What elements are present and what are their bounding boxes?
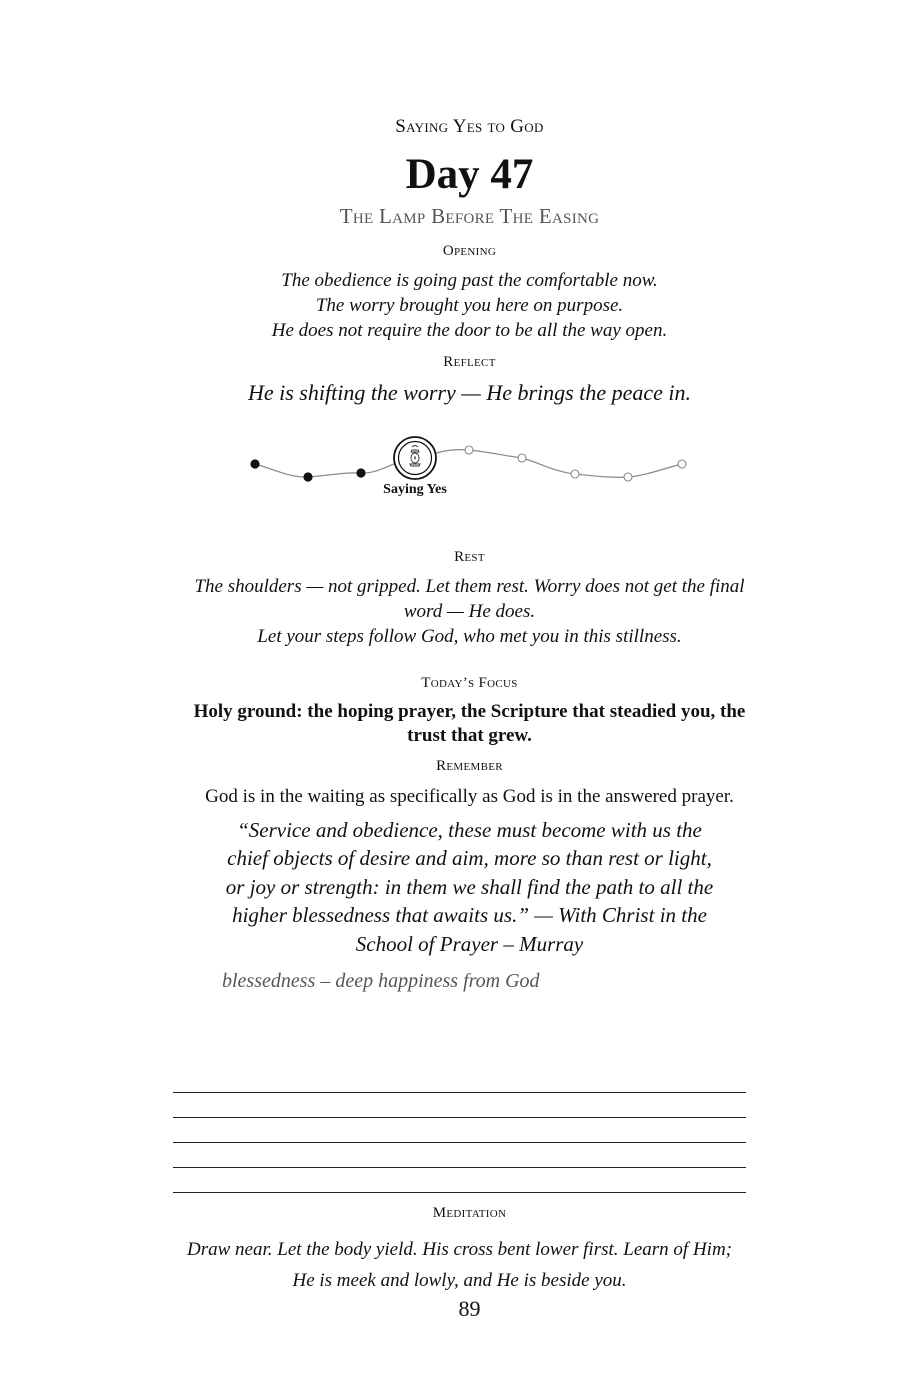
book-title: Saying Yes to God [395,116,544,137]
rest-paragraph: Let your steps follow God, who met you in this stillness. [257,626,682,647]
journal-line[interactable] [173,1167,746,1192]
journey-step-upcoming [624,473,632,481]
journey-step-completed [303,472,312,481]
meditation-text: Draw near. Let the body yield. His cross bent lower first. Learn of Him; He is meek and lowly, and He is beside you. [187,1239,732,1291]
focus-text: Holy ground: the hoping prayer, the Scripture that steadied you, the trust that grew. [193,701,746,746]
journey-current-label: Saying Yes [383,482,447,497]
rest-paragraph: The shoulders — not gripped. Let them rest. Worry does not get the final word — He does. [194,576,745,622]
quote-text: “Service and obedience, these must become with us the chief objects of desire and aim, more so than rest or light, or joy or strength: in them we shall find the path to all the higher blessedness that awaits us.” — With Christ in the School of Prayer – Murray [225,818,714,956]
page-number: 89 [458,1296,481,1321]
rest-text [180,574,759,649]
opening-line: He does not require the door to be all the way open. [271,320,668,341]
gloss-note: blessedness – deep happiness from God [222,970,540,992]
reflect-text: He is shifting the worry — He brings the peace in. [247,380,691,405]
journey-step-completed [356,468,365,477]
lamp-icon [394,437,436,479]
focus-label: Today’s Focus [421,675,518,691]
journal-lines [173,1092,746,1193]
journal-line[interactable] [173,1092,746,1117]
journey-step-upcoming [465,446,473,454]
reflect-label: Reflect [443,354,496,370]
day-title: Day 47 [405,151,534,198]
meditation-label: Meditation [432,1205,507,1221]
journey-step-upcoming [518,454,526,462]
journey-step-completed [250,459,259,468]
day-subtitle: The Lamp Before The Easing [339,204,600,228]
opening-text [0,268,919,343]
journey-step-upcoming [678,460,686,468]
journal-line[interactable] [173,1192,746,1193]
journey-step-upcoming [571,470,579,478]
remember-label: Remember [436,758,503,774]
remember-text: God is in the waiting as specifically as God is in the answered prayer. [205,786,734,807]
opening-label: Opening [442,243,497,259]
opening-line: The obedience is going past the comfortable now. [281,270,658,291]
journal-line[interactable] [173,1117,746,1142]
journal-line[interactable] [173,1142,746,1167]
rest-label: Rest [454,549,485,565]
journey-path [230,428,700,488]
opening-line: The worry brought you here on purpose. [315,295,624,316]
